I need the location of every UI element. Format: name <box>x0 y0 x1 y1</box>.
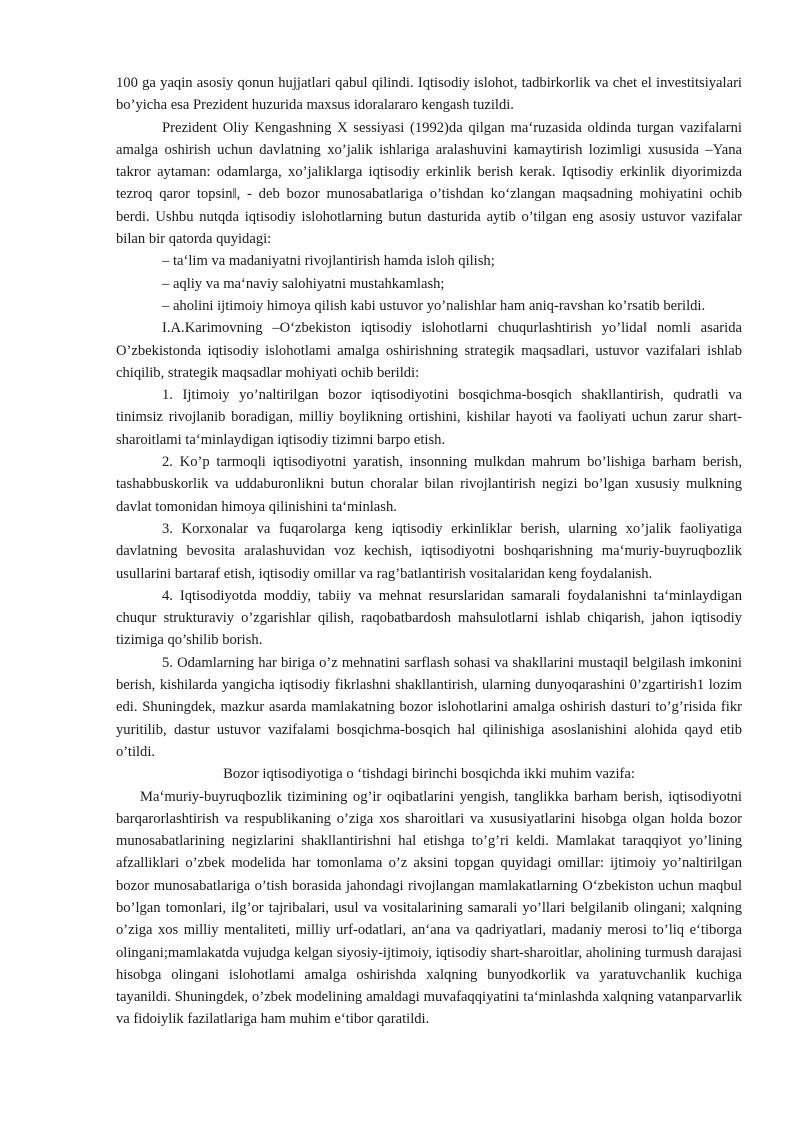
list-item-3: – aholini ijtimoiy himoya qilish kabi ustuvor yo’nalishlar ham aniq-ravshan ko’rsatib berildi. <box>162 297 706 314</box>
numbered-item-2: 2. Ko’p tarmoqli iqtisodiyotni yaratish, insonning mulkdan mahrum bo’lishiga barham berish, tashabbuskorlik va uddaburonlikni butun choralar bilan rivojlantirish negizi bo’lgan xususiy mulkning davlat tomonidan himoya qilinishini ta‘minlash. <box>116 454 742 515</box>
document-page <box>116 72 742 1031</box>
paragraph-2: Prezident Oliy Kengashning X sessiyasi (1992)da qilgan ma‘ruzasida oldinda turgan vazifalarni amalga oshirish uchun davlatning xo’jalik ishlariga aralashuvini kamaytirish lozimligi xususida ‒Yana takror aytaman: odamlarga, xo’jaliklarga iqtisodiy erkinlik berish kerak. Iqtisodiy erkinlik diyorimizda tezroq qaror topsin‖, - deb bozor munosabatlariga o’tishdan ko‘zlangan maqsadning mohiyatini ochib berdi. Ushbu nutqda iqtisodiy islohotlarning butun dasturida aytib o’tilgan eng asosiy ustuvor vazifalar bilan bir qatorda quyidagi: <box>116 119 742 248</box>
numbered-item-3: 3. Korxonalar va fuqarolarga keng iqtisodiy erkinliklar berish, ularning xo’jalik faoliyatiga davlatning bevosita aralashuvidan voz kechish, iqtisodiyotni boshqarishning ma‘muriy-buyruqbozlik usullarini bartaraf etish, iqtisodiy omillar va rag’batlantirish vositalaridan keng foydalanish. <box>116 520 742 582</box>
list-item-1: – ta‘lim va madaniyatni rivojlantirish hamda isloh qilish; <box>162 253 495 270</box>
numbered-item-4: 4. Iqtisodiyotda moddiy, tabiiy va mehnat resurslaridan samarali foydalanishni ta‘minlaydigan chuqur strukturaviy o’zgarishlar qilish, raqobatbardosh mahsulotlarni ishlab chiqarish, jahon iqtisodiy tizimiga qo’shilib borish. <box>116 587 742 649</box>
numbered-item-5: 5. Odamlarning har biriga o’z mehnatini sarflash sohasi va shakllarini mustaqil belgilash imkonini berish, kishilarda yangicha iqtisodiy fikrlashni shakllantirish, ularning dunyoqarashini 0’zgartirish1 lozim edi. Shuningdek, mazkur asarda mamlakatning bozor islohotlarini amalga oshirish dasturi to’g’risida fikr yuritilib, dastur ustuvor vazifalami bosqichma-bosqich hal qilinishiga asoslanishini alohida qayd etib o’tildi. <box>116 654 742 760</box>
paragraph-1: 100 ga yaqin asosiy qonun hujjatlari qabul qilindi. Iqtisodiy islohot, tadbirkorlik va chet el investitsiyalari bo’yicha esa Prezident huzurida maxsus idoralararo kengash tuzildi. <box>116 75 742 114</box>
paragraph-4: Ma‘muriy-buyruqbozlik tizimining og’ir oqibatlarini yengish, tanglikka barham berish, iqtisodiyotni barqarorlashtirish va respublikaning o’ziga xos sharoitlari va xususiyatlarini hisobga olgan holda bozor munosabatlarining negizlarini shakllantirishni hal etishga to’g’ri keldi. Mamlakat taraqqiyot yo’lining afzalliklari o’zbek modelida har tomonlama o’z aksini topgan quyidagi omillar: ijtimoiy yo’naltirilgan bozor munosabatlariga o’tish borasida jahondagi rivojlangan mamlakatlarning O‘zbekiston uchun maqbul bo’lgan tomonlari, ilg’or tajribalari, usul va vositalarining samarali yo’llari belgilanib olingani; xalqning o’ziga xos milliy mentaliteti, milliy urf-odatlari, an‘ana va qadriyatlari, madaniy merosi to’liq e‘tiborga olingani;mamlakatda vujudga kelgan siyosiy-ijtimoiy, iqtisodiy shart-sharoitlar, aholining turmush darajasi hisobga olingani islohotlami amalga oshirishda xalqning bunyodkorlik va yaratuvchanlik kuchiga tayanildi. Shuningdek, o’zbek modelining amaldagi muvafaqqiyatini ta‘minlashda xalqning vatanparvarlik va fidoiylik fazilatlariga ham muhim e‘tibor qaratildi. <box>116 788 742 1028</box>
list-item-2: – aqliy va ma‘naviy salohiyatni mustahkamlash; <box>162 275 445 292</box>
numbered-item-1: 1. Ijtimoiy yo’naltirilgan bozor iqtisodiyotini bosqichma-bosqich shakllantirish, qudratli va tinimsiz rivojlanib boradigan, milliy boylikning ortishini, kishilar hayoti va faoliyati uchun zarur shart-sharoitlami ta‘minlaydigan iqtisodiy tizimni barpo etish. <box>116 387 742 448</box>
paragraph-3: I.A.Karimovning ‒O‘zbekiston iqtisodiy islohotlarni chuqurlashtirish yo’lida‖ nomli asarida O’zbekistonda iqtisodiy islohotlami amalga oshirishning strategik maqsadlari, ustuvor vazifalari ishlab chiqilib, strategik maqsadlar mohiyati ochib berildi: <box>116 320 742 381</box>
section-heading: Bozor iqtisodiyotiga o ‘tishdagi birinchi bosqichda ikki muhim vazifa: <box>223 766 635 783</box>
